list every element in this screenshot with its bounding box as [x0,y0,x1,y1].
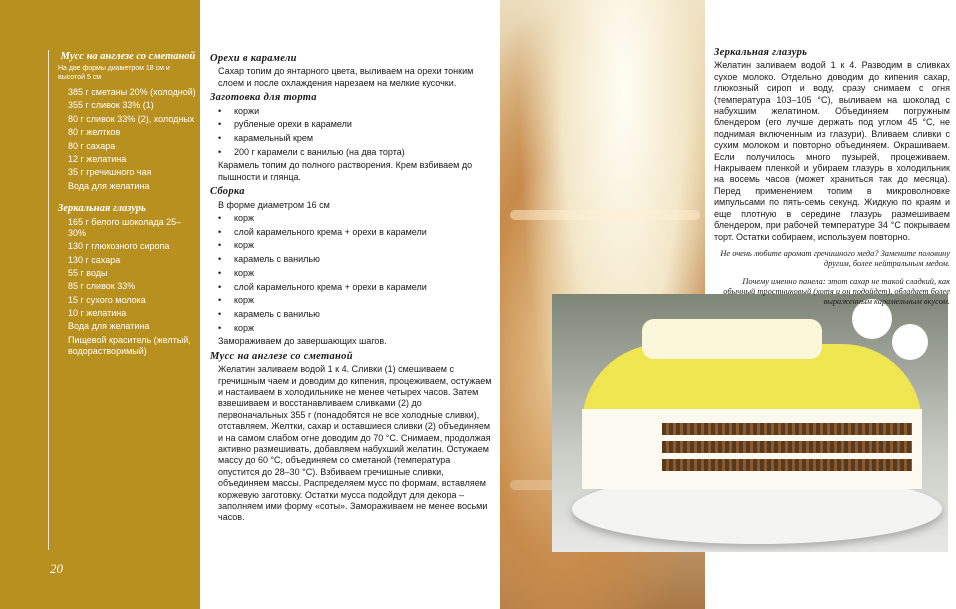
bullet-item [218,282,492,293]
sidebar-divider [48,50,49,550]
ingredient-item: 355 г сливок 33% (1) [68,100,154,111]
section-paragraph: Сахар топим до янтарного цвета, выливаем на орехи тонким слоем и после охлаждения нарезаем на мелкие кусочки. [218,66,474,88]
ingredient-item: Вода для желатина [68,180,150,191]
glaze-instructions: Желатин заливаем водой 1 к 4. Разводим в сливках сухое молоко. Отдельно доводим до кипения сахар, глюкозный сироп и воду, сразу снимаем с огня (температура 103–105 °С), выливаем на шоколад с набухшим желатином. Объединяем погружным блендером (его лучше держать под углом 45 °С, не поднимая включенным из глазури). Вливаем сливки с сухим молоком и повторно объединяем. Окрашиваем. Если получилось много пузырей, процеживаем. Накрываем пленкой и убираем глазурь в холодильник на восемь часов (может храниться так до месяца). Перед применением топим в микроволновке импульсами по пять-семь секунд. Жидкую по краям и еще плотную в середине глазурь размешиваем блендером, при рабочей температуре 34 °С покрываем торт. Остатки собираем, используем повторно. [714,60,950,242]
sponge-layer [662,459,912,471]
page-number-left: 20 [50,561,63,576]
mousse-ingredients-title: Мусс на англезе со сметаной [60,51,196,62]
ingredient-item: 35 г гречишного чая [68,167,152,178]
section-heading: Орехи в карамели [210,53,297,64]
section-heading: Мусс на англезе со сметаной [210,350,353,362]
bullet-text: 200 г карамели с ванилью (на два торта) [234,146,405,157]
ingredient-item: 85 г сливок 33% [68,281,136,292]
bullet-item [218,227,492,238]
ingredients-list [58,50,198,359]
bullet-text: корж [234,240,255,251]
bullet-text: коржи [234,105,260,116]
ingredient-item: 80 г сливок 33% (2), холодных [68,113,195,124]
bullet-text: карамель с ванилью [234,254,320,265]
bullet-dot-icon: • [218,133,222,144]
left-page-text [210,50,492,526]
bullet-item [218,309,492,320]
glaze-heading: Зеркальная глазурь [714,47,808,58]
section-paragraph: Замораживаем до завершающих шагов. [218,336,387,347]
bullet-item [218,254,492,265]
daisy-flower [892,324,928,360]
page-number-right: 21 [932,561,945,576]
panela-note: Почему именно панела: этот сахар не такой сладкий, как обычный тростниковый (хотя и он подойдет), обладает более выраженным карамельным вкусом. [723,276,950,306]
glaze-ingredient-items [58,217,198,357]
bullet-dot-icon: • [218,267,222,278]
ingredient-item: 10 г желатина [68,308,127,319]
section-paragraph: Желатин заливаем водой 1 к 4. Сливки (1) смешиваем с гречишным чаем и доводим до кипения, процеживаем, остужаем и настаиваем в холодильнике не менее четырех часов. Затем взвешиваем и восстанавливаем сливками (2) до первоначальных 355 г (понадобятся не все холодные сливки), отставляем. Желтки, сахар и оставшиеся сливки (2) объединяем и на самом слабом огне доводим до 70 °С. Снимаем, продолжая активно размешивать, добавляем набухший желатин. Остужаем массу до 60 °С, объединяем со сметаной (температура опустится до 28–30 °С). Взбиваем гречишные сливки, объединяем массы. Распределяем мусс по формам, вставляем коржевую заготовку. Остатки мусса подойдут для декора – заполняем ими форму «соты». Замораживаем не менее восьми часов. [218,364,492,523]
bullet-item [218,240,492,251]
bullet-item [218,213,492,224]
ingredient-item: 15 г сухого молока [68,294,146,305]
bullet-dot-icon: • [218,146,222,157]
bullet-item [218,133,492,144]
section-paragraph: В форме диаметром 16 см [218,199,330,210]
bullet-dot-icon: • [218,240,222,251]
ingredient-item: 12 г желатина [68,153,127,164]
bullet-dot-icon: • [218,213,222,224]
bullet-dot-icon: • [218,295,222,306]
ingredient-item: 80 г желтков [68,127,121,138]
ingredients-sidebar [0,0,200,609]
bullet-text: слой карамельного крема + орехи в карамели [234,281,427,292]
section-paragraph: Карамель топим до полного растворения. Крем взбиваем до пышности и глянца. [218,160,473,182]
bullet-item [218,323,492,334]
bullet-text: корж [234,267,255,278]
bullet-item [218,268,492,279]
ingredient-item: 130 г сахара [68,254,121,265]
ingredient-item: 130 г глюкозного сиропа [68,241,170,252]
sponge-layer [662,423,912,435]
ingredient-item: 80 г сахара [68,140,116,151]
bullet-text: рубленые орехи в карамели [234,119,352,130]
mousse-form-note: На две формы диаметром 18 см и высотой 5 см [58,65,170,81]
section-heading: Сборка [210,186,245,198]
honeycomb-decor [642,319,822,359]
bullet-text: карамель с ванилью [234,308,320,319]
bullet-dot-icon: • [218,308,222,319]
bullet-text: карамельный крем [234,133,314,144]
glaze-ingredients-title: Зеркальная глазурь [58,202,146,214]
ingredient-item: Пищевой краситель (желтый, водорастворимый) [68,334,191,356]
cake-cross-section-photo [552,294,948,552]
cake-slice [582,409,922,489]
bullet-text: корж [234,213,255,224]
bullet-dot-icon: • [218,281,222,292]
bullet-text: слой карамельного крема + орехи в карамели [234,226,427,237]
bullet-item [218,106,492,117]
bullet-dot-icon: • [218,226,222,237]
ingredient-item: 165 г белого шоколада 25–30% [68,216,182,238]
bullet-item [218,147,492,158]
section-heading: Заготовка для торта [210,92,317,104]
honey-note: Не очень любите аромат гречишного меда? Замените половину другим, более нейтральным медом. [720,248,950,268]
caramel-highlight [510,210,700,220]
bullet-item [218,295,492,306]
sponge-layer [662,441,912,453]
bullet-text: корж [234,295,255,306]
right-page-text [714,44,950,315]
bullet-text: корж [234,322,255,333]
ingredient-item: 385 г сметаны 20% (холодной) [68,87,196,97]
mousse-ingredient-items [58,87,198,192]
ingredient-item: Вода для желатина [68,321,150,332]
bullet-dot-icon: • [218,105,222,116]
ingredient-item: 55 г воды [68,267,108,278]
bullet-dot-icon: • [218,254,222,265]
bullet-item [218,119,492,130]
bullet-dot-icon: • [218,322,222,333]
bullet-dot-icon: • [218,119,222,130]
